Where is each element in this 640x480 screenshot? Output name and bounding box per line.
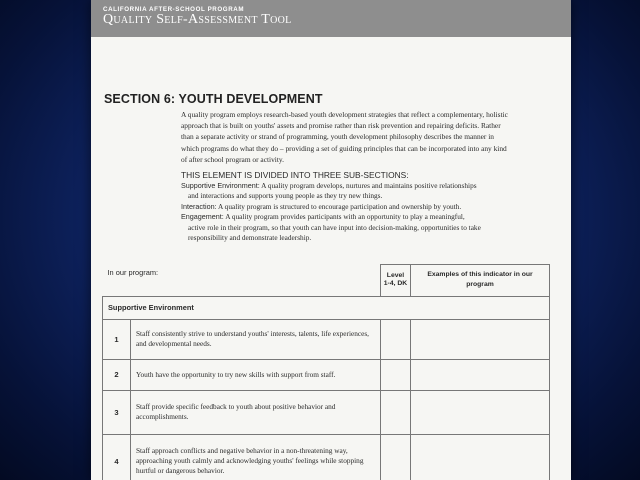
intro-paragraph: A quality program employs research-based youth development strategies that reflect a complementary, holistic approach that is built on youths' assets and promise rather than risk prevention and repairing deficits. Rather than a separate activity or strand of programming, youth development philosophy describes the manner in which programs do what they do – providing a set of guiding principles that can be incorporated into any kind of after school program or activity. xyxy=(181,110,508,164)
subsection-text-continued: and interactions and supports young people as they try new things. xyxy=(188,191,383,201)
table-header-row xyxy=(103,265,550,297)
section-title: SECTION 6: YOUTH DEVELOPMENT xyxy=(104,92,323,106)
level-cell[interactable] xyxy=(381,359,411,390)
subsection-text: A quality program develops, nurtures and maintains positive relationships xyxy=(261,181,477,190)
indicator-text: Staff approach conflicts and negative behavior in a non-threatening way, approaching youth calmly and acknowledging youths' feelings while stopping hurtful or dangerous behavior. xyxy=(131,434,381,480)
level-cell[interactable] xyxy=(381,319,411,359)
level-column-header: Level 1-4, DK xyxy=(381,265,411,297)
table-row xyxy=(103,319,550,359)
table-row xyxy=(103,390,550,434)
subsection-engagement xyxy=(181,212,511,243)
examples-cell[interactable] xyxy=(411,434,550,480)
row-number: 3 xyxy=(103,390,131,434)
examples-cell[interactable] xyxy=(411,319,550,359)
indicator-text: Staff provide specific feedback to youth about positive behavior and accomplishments. xyxy=(131,390,381,434)
group-label-supportive-environment: Supportive Environment xyxy=(103,296,550,319)
level-cell[interactable] xyxy=(381,390,411,434)
examples-column-header: Examples of this indicator in our program xyxy=(411,265,550,297)
subsection-supportive-environment xyxy=(181,181,511,202)
subsection-label: Interaction: xyxy=(181,201,217,211)
indicator-text: Staff consistently strive to understand youths' interests, talents, life experiences, and developmental needs. xyxy=(131,319,381,359)
row-number: 4 xyxy=(103,434,131,480)
indicator-table xyxy=(102,264,550,480)
subsections-list xyxy=(181,181,511,243)
subsection-text: A quality program is structured to encourage participation and ownership by youth. xyxy=(217,201,462,211)
subsection-interaction xyxy=(181,202,511,212)
subsections-heading: THIS ELEMENT IS DIVIDED INTO THREE SUB-SECTIONS: xyxy=(181,170,409,180)
table-row xyxy=(103,434,550,480)
subsection-label: Supportive Environment: xyxy=(181,181,260,190)
in-our-program-label: In our program: xyxy=(103,265,381,297)
banner-title: Quality Self-Assessment Tool xyxy=(103,12,292,27)
subsection-text: A quality program provides participants with an opportunity to play a meaningful, xyxy=(225,212,465,222)
subsection-label: Engagement: xyxy=(181,212,224,222)
indicator-text: Youth have the opportunity to try new skills with support from staff. xyxy=(131,359,381,390)
row-number: 2 xyxy=(103,359,131,390)
table-row xyxy=(103,359,550,390)
row-number: 1 xyxy=(103,319,131,359)
banner-subtitle: CALIFORNIA AFTER-SCHOOL PROGRAM xyxy=(103,6,245,13)
title-banner xyxy=(91,0,571,37)
examples-cell[interactable] xyxy=(411,359,550,390)
group-row xyxy=(103,296,550,319)
document-page xyxy=(91,0,571,480)
level-cell[interactable] xyxy=(381,434,411,480)
examples-cell[interactable] xyxy=(411,390,550,434)
subsection-text-continued: active role in their program, so that youth can have input into decision-making, opportunities to take responsibility and demonstrate leadership. xyxy=(188,222,481,243)
